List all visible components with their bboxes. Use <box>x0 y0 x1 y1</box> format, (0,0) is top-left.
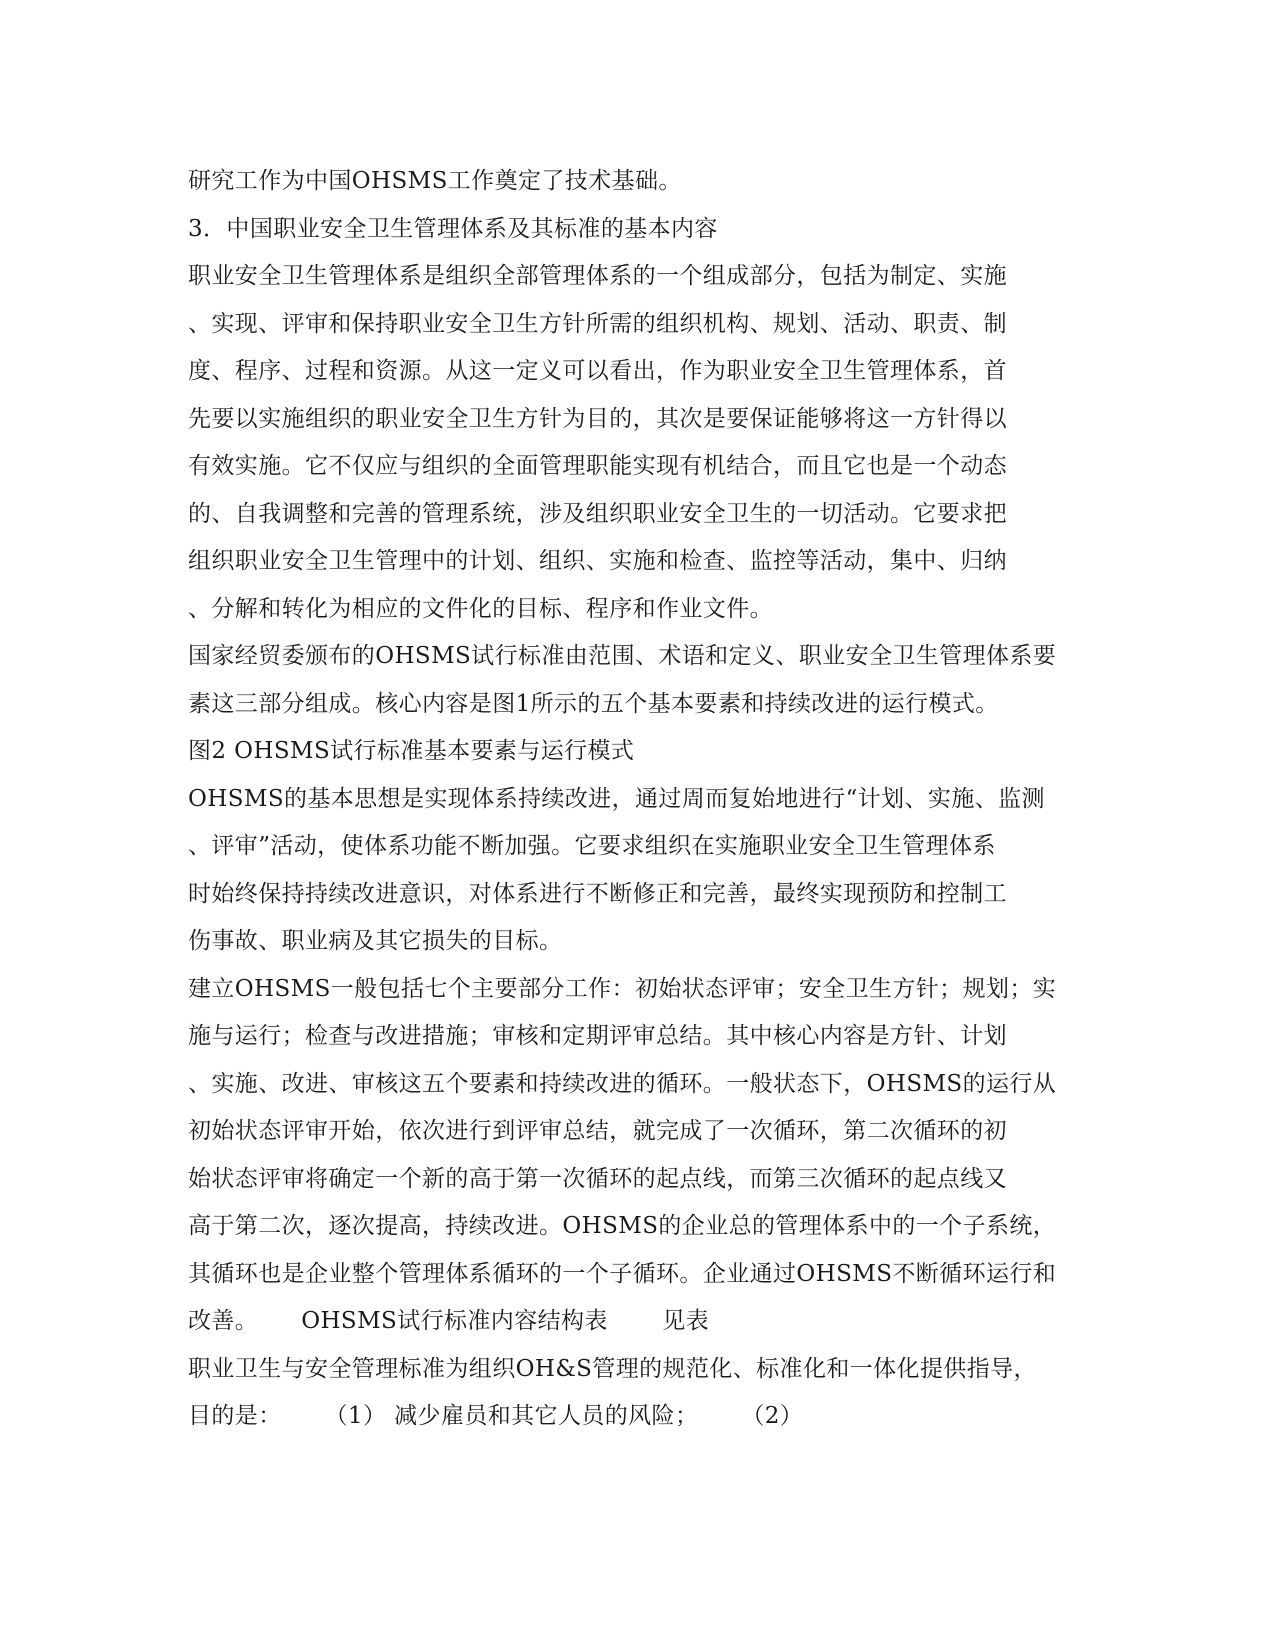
text-line: 组织职业安全卫生管理中的计划、组织、实施和检查、监控等活动，集中、归纳 <box>188 548 1007 574</box>
text-line: OHSMS的基本思想是实现体系持续改进，通过周而复始地进行“计划、实施、监测 <box>188 785 1045 812</box>
document-body <box>188 158 1088 1441</box>
text-line: 、分解和转化为相应的文件化的目标、程序和作业文件。 <box>188 595 773 622</box>
figure-caption: 图2 OHSMS试行标准基本要素与运行模式 <box>188 738 635 764</box>
section-heading: 3．中国职业安全卫生管理体系及其标准的基本内容 <box>188 215 718 242</box>
text-line: 时始终保持持续改进意识，对体系进行不断修正和完善，最终实现预防和控制工 <box>188 880 1007 907</box>
text-line: 度、程序、过程和资源。从这一定义可以看出，作为职业安全卫生管理体系，首 <box>188 358 1007 384</box>
text-line: 、实现、评审和保持职业安全卫生方针所需的组织机构、规划、活动、职责、制 <box>188 310 1007 337</box>
text-line: 高于第二次，逐次提高，持续改进。OHSMS的企业总的管理体系中的一个子系统， <box>188 1213 1057 1239</box>
text-line: 素这三部分组成。核心内容是图1所示的五个基本要素和持续改进的运行模式。 <box>188 690 999 717</box>
text-line: 有效实施。它不仅应与组织的全面管理职能实现有机结合，而且它也是一个动态 <box>188 453 1007 479</box>
text-line: 国家经贸委颁布的OHSMS试行标准由范围、术语和定义、职业安全卫生管理体系要 <box>188 643 1057 669</box>
text-line: 的、自我调整和完善的管理系统，涉及组织职业安全卫生的一切活动。它要求把 <box>188 500 1007 527</box>
text-line: 职业卫生与安全管理标准为组织OH&S管理的规范化、标准化和一体化提供指导， <box>188 1355 1037 1382</box>
text-line: 、评审”活动，使体系功能不断加强。它要求组织在实施职业安全卫生管理体系 <box>188 833 996 859</box>
text-line: 初始状态评审开始，依次进行到评审总结，就完成了一次循环，第二次循环的初 <box>188 1118 1007 1144</box>
text-line: 先要以实施组织的职业安全卫生方针为目的，其次是要保证能够将这一方针得以 <box>188 405 1007 432</box>
text-line: 伤事故、职业病及其它损失的目标。 <box>188 928 563 954</box>
text-line: 改善。 OHSMS试行标准内容结构表 见表 <box>188 1308 710 1334</box>
text-line: 始状态评审将确定一个新的高于第一次循环的起点线，而第三次循环的起点线又 <box>188 1165 1007 1192</box>
text-line: 研究工作为中国OHSMS工作奠定了技术基础。 <box>188 168 682 194</box>
text-line: 建立OHSMS一般包括七个主要部分工作：初始状态评审；安全卫生方针；规划；实 <box>188 975 1057 1002</box>
text-line: 其循环也是企业整个管理体系循环的一个子循环。企业通过OHSMS不断循环运行和 <box>188 1260 1057 1287</box>
text-line: 目的是： （1） 减少雇员和其它人员的风险； （2） <box>188 1403 804 1429</box>
text-line: 职业安全卫生管理体系是组织全部管理体系的一个组成部分，包括为制定、实施 <box>188 263 1007 289</box>
text-line: 、实施、改进、审核这五个要素和持续改进的循环。一般状态下，OHSMS的运行从 <box>188 1070 1057 1097</box>
text-line: 施与运行；检查与改进措施；审核和定期评审总结。其中核心内容是方针、计划 <box>188 1023 1007 1049</box>
